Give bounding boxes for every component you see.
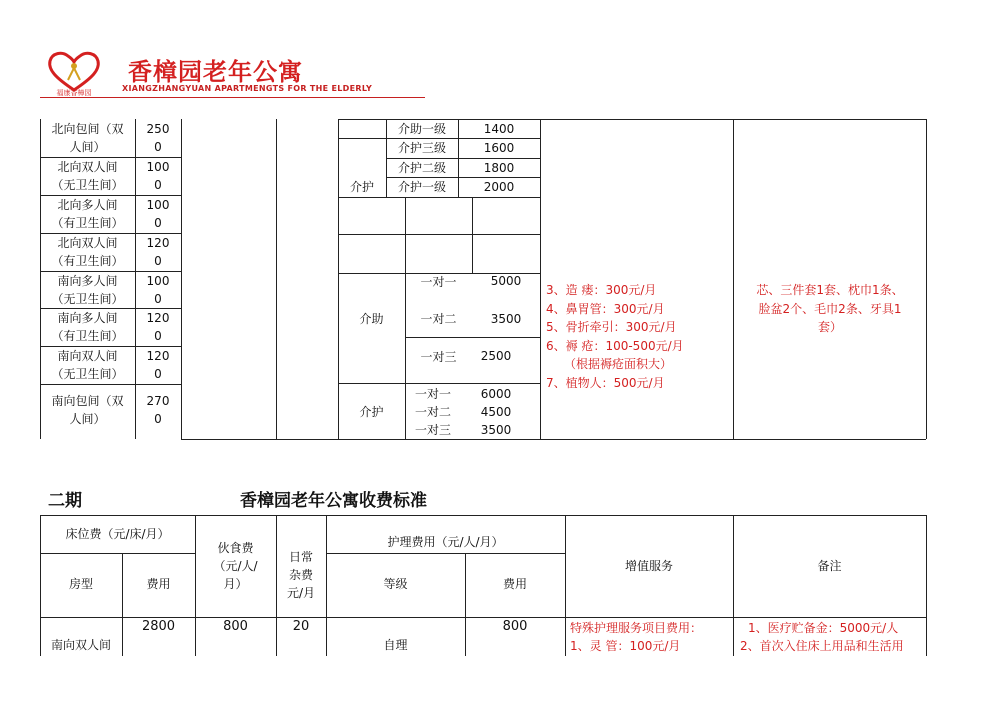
nurse-level: 一对一 <box>414 387 451 401</box>
nurse-level: 一对二 <box>414 405 451 419</box>
assist-fee: 3500 <box>490 312 522 326</box>
value-added-services <box>546 281 684 392</box>
section-title: 香樟园老年公寓收费标准 <box>240 491 427 511</box>
row-service-line: 特殊护理服务项目费用： <box>570 621 703 635</box>
row-level: 自理 <box>383 638 408 652</box>
header-level: 等级 <box>383 577 408 591</box>
room-type-line: （有卫生间） <box>51 216 124 230</box>
room-type-cell <box>40 158 135 194</box>
room-fee-line: 0 <box>154 140 162 154</box>
room-type-line: 人间） <box>69 140 106 154</box>
row-service-line: 1、灵 管：100元/月 <box>570 639 681 653</box>
header-bed-fee: 床位费（元/床/月） <box>65 527 170 541</box>
service-line: 5、骨折牵引：300元/月 <box>546 320 677 334</box>
service-line: 6、褥 疮：100-500元/月 <box>546 338 684 353</box>
room-fee-line: 0 <box>154 329 162 343</box>
room-fee-cell <box>135 272 181 308</box>
header-food-line: （元/人/ <box>213 559 258 573</box>
care-level: 介助一级 <box>397 122 446 136</box>
row-remark-line: 1、医疗贮备金：5000元/人 <box>748 621 899 635</box>
room-fee-line: 0 <box>154 178 162 192</box>
room-fee-line: 120 <box>146 349 170 363</box>
service-line: （根据褥疮面积大） <box>564 357 673 371</box>
header-divider <box>40 97 425 98</box>
room-fee-line: 120 <box>146 311 170 325</box>
service-line: 3、造 瘘：300元/月 <box>546 283 657 297</box>
assist-fee: 2500 <box>480 349 512 363</box>
nurse-group-label: 介护 <box>359 405 384 419</box>
nurse-fee: 4500 <box>480 405 512 419</box>
room-type-line: 南向双人间 <box>57 349 118 363</box>
logo-caption: 福康香樟园 <box>56 89 92 97</box>
row-care-fee: 800 <box>502 619 528 634</box>
header-food-line: 伙食费 <box>217 541 254 555</box>
header-fee: 费用 <box>146 577 171 591</box>
room-type-line: （无卫生间） <box>51 367 124 381</box>
room-type-line: （无卫生间） <box>51 292 124 306</box>
remark-line: 脸盆2个、毛巾2条、牙具1 <box>758 301 902 316</box>
nurse-level: 一对三 <box>414 423 451 437</box>
room-type-line: 南向包间（双 <box>51 394 124 408</box>
assist-level: 一对三 <box>420 350 457 364</box>
room-fee-line: 0 <box>154 292 162 306</box>
row-remark <box>740 619 904 655</box>
room-type-line: 北向多人间 <box>57 198 118 212</box>
room-type-line: 北向双人间 <box>57 160 118 174</box>
care-fee: 1400 <box>483 122 515 136</box>
header-room-type: 房型 <box>68 577 93 591</box>
row-food-fee: 800 <box>223 619 248 634</box>
care-fee: 2000 <box>483 180 515 194</box>
section-period: 二期 <box>48 491 82 511</box>
service-line: 4、鼻胃管：300元/月 <box>546 301 665 316</box>
room-fee-line: 0 <box>154 254 162 268</box>
room-type-cell <box>40 309 135 345</box>
remark-text <box>736 281 924 337</box>
nurse-fee: 6000 <box>480 387 512 401</box>
room-fee-cell <box>135 158 181 194</box>
room-fee-line: 250 <box>146 122 170 136</box>
header-misc-line: 日常 <box>288 550 313 564</box>
care-level: 介护三级 <box>397 141 446 155</box>
room-fee-line: 270 <box>146 394 170 408</box>
remark-line: 套） <box>817 320 842 334</box>
header-service: 增值服务 <box>624 559 673 573</box>
care-fee: 1800 <box>483 161 515 175</box>
nurse-fee: 3500 <box>480 423 512 437</box>
room-type-line: 南向多人间 <box>57 274 118 288</box>
room-fee-line: 100 <box>146 274 170 288</box>
room-type-cell <box>40 196 135 232</box>
room-fee-line: 100 <box>146 160 170 174</box>
care-group-label: 介护 <box>349 180 374 194</box>
header-care-fee: 护理费用（元/人/月） <box>387 535 504 549</box>
room-type-line: （有卫生间） <box>51 254 124 268</box>
page-title: 香樟园老年公寓 <box>128 58 303 86</box>
room-fee-cell <box>135 196 181 232</box>
row-remark-line: 2、首次入住床上用品和生活用 <box>740 639 904 653</box>
room-fee-line: 100 <box>146 198 170 212</box>
assist-level: 一对一 <box>420 275 457 289</box>
room-type-line: （有卫生间） <box>51 329 124 343</box>
room-fee-line: 0 <box>154 216 162 230</box>
room-type-cell <box>40 347 135 383</box>
room-type-line: 北向双人间 <box>57 236 118 250</box>
row-service <box>570 619 702 655</box>
room-type-line: 人间） <box>69 412 106 426</box>
header-remark: 备注 <box>817 559 842 573</box>
remark-line: 芯、三件套1套、枕巾1条、 <box>756 283 904 297</box>
room-type-cell <box>40 120 135 156</box>
room-type-cell <box>40 272 135 308</box>
room-fee-line: 0 <box>154 367 162 381</box>
header-misc-line: 元/月 <box>286 586 316 600</box>
room-fee-cell <box>135 120 181 156</box>
room-fee-cell <box>135 347 181 383</box>
room-fee-cell <box>135 392 181 428</box>
row-bed-fee: 2800 <box>141 619 176 634</box>
row-room-type: 南向双人间 <box>50 638 111 652</box>
room-fee-cell <box>135 234 181 270</box>
header-misc-fee <box>276 548 326 602</box>
header-misc-line: 杂费 <box>288 568 313 582</box>
header-care-amount: 费用 <box>502 577 527 591</box>
room-type-line: （无卫生间） <box>51 178 124 192</box>
care-level: 介护一级 <box>397 180 446 194</box>
service-line: 7、植物人：500元/月 <box>546 375 665 390</box>
header-food-line: 月） <box>223 577 248 591</box>
page-subtitle: XIANGZHANGYUAN APARTMENGTS FOR THE ELDERLY <box>122 84 373 93</box>
care-level: 介护二级 <box>397 161 446 175</box>
room-fee-line: 120 <box>146 236 170 250</box>
room-type-cell <box>40 234 135 270</box>
room-type-line: 北向包间（双 <box>51 122 124 136</box>
room-fee-cell <box>135 309 181 345</box>
assist-group-label: 介助 <box>359 312 384 326</box>
row-misc-fee: 20 <box>292 619 310 634</box>
care-fee: 1600 <box>483 141 515 155</box>
assist-level: 一对二 <box>420 312 457 326</box>
room-type-line: 南向多人间 <box>57 311 118 325</box>
room-type-cell <box>40 392 135 428</box>
room-fee-line: 0 <box>154 412 162 426</box>
assist-fee: 5000 <box>490 274 522 288</box>
header-food-fee <box>195 539 276 593</box>
